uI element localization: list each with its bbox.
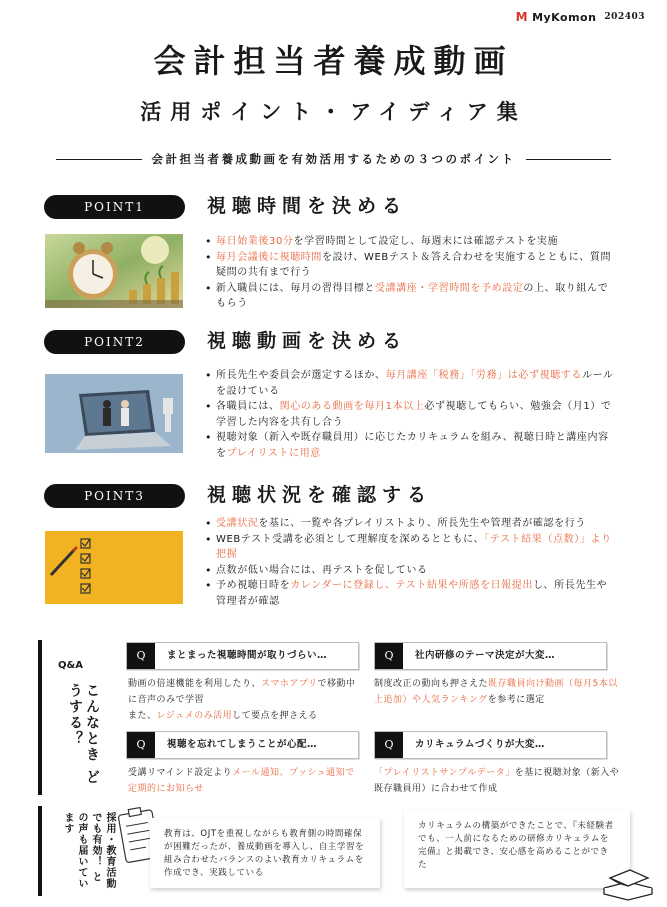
text-run: 各職員には、 bbox=[216, 401, 280, 412]
question-card bbox=[126, 642, 359, 670]
tagline-text: 会計担当者養成動画を有効活用するための３つのポイント bbox=[151, 152, 516, 166]
list-item bbox=[205, 516, 615, 532]
highlight-text: 毎月会議後に視聴時間 bbox=[216, 251, 322, 263]
text-run: を設け、WEBテスト＆答え合わせを実施するとともに、質問疑問の共有まで行う bbox=[216, 251, 612, 278]
point2-badge: POINT2 bbox=[44, 330, 185, 354]
text-run: で移動中に音声のみで学習 bbox=[128, 679, 356, 705]
text-run: 視聴対象（新入や既存職員用）に応じたカリキュラムを組み、視聴日時と講座内容を bbox=[216, 432, 609, 459]
checklist-photo bbox=[45, 531, 183, 604]
highlight-text: 受講状況 bbox=[216, 518, 259, 529]
voices-heading: 採用・教育活動でも有効！ との声も届いています bbox=[62, 812, 115, 889]
question-text: カリキュラムづくりが大変… bbox=[415, 739, 545, 750]
voice-bar bbox=[38, 806, 42, 896]
point1-list bbox=[205, 234, 615, 312]
point1-title: 視聴時間を決める bbox=[207, 195, 408, 217]
question-text: 視聴を忘れてしまうことが心配… bbox=[167, 739, 318, 750]
answer-text bbox=[374, 676, 624, 708]
text-run: 新入職員には、毎月の習得目標と bbox=[216, 282, 375, 294]
q-mark: Q bbox=[375, 643, 403, 669]
highlight-text: スマホアプリ bbox=[261, 679, 318, 689]
clock-photo bbox=[45, 234, 183, 308]
page-subtitle: 活用ポイント・アイディア集 bbox=[140, 100, 527, 124]
text-run: 必ず視聴してもらい、勉強会（月1）で学習した内容を共有し合う bbox=[216, 401, 612, 428]
answer-text bbox=[128, 765, 363, 797]
list-item bbox=[205, 430, 615, 461]
qa-bar bbox=[38, 640, 42, 795]
point1-badge: POINT1 bbox=[44, 195, 185, 219]
list-item bbox=[205, 368, 615, 399]
point2-title: 視聴動画を決める bbox=[207, 330, 408, 352]
question-text: 社内研修のテーマ決定が大変… bbox=[415, 650, 556, 661]
voice-card: 教育は、OJTを重視しながらも教育側の時間確保が困難だったが、養成動画を導入し、自主学習を組み合わせたバランスのよい教育カリキュラムを作成でき、実践している bbox=[150, 818, 380, 888]
tagline bbox=[56, 151, 611, 167]
highlight-text: 毎日始業後30分 bbox=[216, 236, 294, 247]
brand-logo bbox=[516, 10, 645, 24]
divider bbox=[56, 159, 142, 160]
list-item bbox=[205, 281, 615, 312]
brand-name: MyKomon bbox=[532, 10, 597, 24]
issue-date: 202403 bbox=[604, 12, 645, 22]
text-run: を基に視聴対象（新入や既存職員用）に合わせて作成 bbox=[374, 768, 620, 794]
highlight-text: メール通知、プッシュ通知で定期的にお知らせ bbox=[128, 768, 355, 794]
question-text: まとまった視聴時間が取りづらい… bbox=[167, 650, 328, 661]
q-mark: Q bbox=[127, 732, 155, 758]
text-run: また、 bbox=[128, 711, 157, 721]
text-run: WEBテスト受講を必須として理解度を深めるとともに、 bbox=[216, 533, 485, 545]
list-item bbox=[205, 532, 615, 563]
question-card bbox=[374, 642, 607, 670]
highlight-text: プレイリストに用意 bbox=[226, 447, 321, 459]
text-run: し、所長先生や管理者が確認 bbox=[216, 580, 608, 607]
text-run: 受講リマインド設定より bbox=[128, 768, 233, 778]
text-run: を参考に選定 bbox=[487, 695, 545, 705]
highlight-text: 毎月講座「税務」「労務」は必ず視聴する bbox=[385, 370, 583, 381]
divider bbox=[526, 159, 612, 160]
point2-list bbox=[205, 368, 615, 461]
answer-text bbox=[374, 765, 624, 797]
list-item bbox=[205, 234, 615, 250]
mykomon-logo-icon: M bbox=[515, 10, 529, 24]
text-run: して要点を押さえる bbox=[232, 711, 318, 721]
point3-list bbox=[205, 516, 615, 609]
books-icon bbox=[600, 858, 656, 902]
highlight-text: レジュメのみ活用 bbox=[156, 711, 233, 721]
highlight-text: 「プレイリストサンプルデータ」 bbox=[374, 768, 515, 778]
q-mark: Q bbox=[127, 643, 155, 669]
point3-badge: POINT3 bbox=[44, 484, 185, 508]
text-run: 動画の倍速機能を利用したり、 bbox=[128, 679, 262, 689]
text-run: を学習時間として設定し、毎週末には確認テストを実施 bbox=[293, 236, 559, 247]
text-run: 所長先生や委員会が選定するほか、 bbox=[216, 370, 386, 381]
highlight-text: 「テスト結果（点数）」より把握 bbox=[216, 533, 612, 560]
text-run: の上、取り組んでもらう bbox=[216, 282, 609, 309]
highlight-text: カレンダーに登録し、テスト結果や所感を日報提出 bbox=[290, 580, 533, 591]
qa-heading: こんなとき どうする？ bbox=[67, 683, 100, 786]
list-item bbox=[205, 399, 615, 430]
text-run: 点数が低い場合には、再テストを促している bbox=[216, 564, 428, 576]
question-card bbox=[126, 731, 359, 759]
video-meeting-photo bbox=[45, 374, 183, 453]
highlight-text: 受講講座・学習時間を予め設定 bbox=[375, 282, 524, 294]
text-run: 予め視聴日時を bbox=[216, 580, 291, 591]
point3-title: 視聴状況を確認する bbox=[207, 484, 433, 506]
qa-label: Q&A bbox=[58, 660, 83, 671]
q-mark: Q bbox=[375, 732, 403, 758]
text-run: ルールを設けている bbox=[216, 370, 614, 397]
highlight-text: 既存職員向け動画（毎月5本以上追加）や人気ランキング bbox=[374, 679, 618, 705]
page-title: 会計担当者養成動画 bbox=[153, 42, 514, 80]
question-card bbox=[374, 731, 607, 759]
highlight-text: 関心のある動画を毎月1本以上 bbox=[279, 401, 425, 412]
text-run: を基に、一覧や各プレイリストより、所長先生や管理者が確認を行う bbox=[258, 518, 586, 529]
answer-text bbox=[128, 676, 363, 724]
list-item bbox=[205, 563, 615, 579]
voice-card: カリキュラムの構築ができたことで、『未経験者でも、一人前になるための研修カリキュラムを完備』と掲載でき、安心感を高めることができた bbox=[404, 810, 630, 888]
list-item bbox=[205, 250, 615, 281]
list-item bbox=[205, 578, 615, 609]
text-run: 制度改正の動向も押さえた bbox=[374, 679, 489, 689]
